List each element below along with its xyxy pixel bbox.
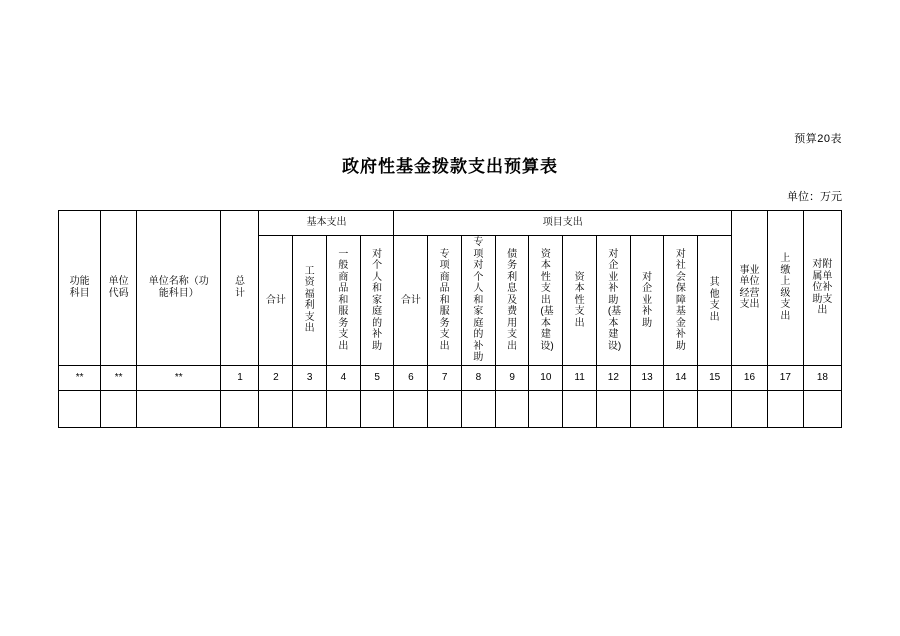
- cell-proj-capital: [563, 390, 597, 427]
- form-code-label: 预算20表: [794, 133, 842, 145]
- page-title: 政府性基金拨款支出预算表: [342, 157, 558, 176]
- cell-proj-capital-basic: [529, 390, 563, 427]
- col-header-to-subordinate: 对附属单位补助支出: [803, 211, 841, 366]
- unit-note-label: 单位：万元: [787, 191, 842, 203]
- col-header-unit-name: 单位名称（功能科目）: [137, 211, 221, 366]
- col-header-unit-code: 单位代码: [101, 211, 137, 366]
- col-header-func-subject: 功能科目: [59, 211, 101, 366]
- cell-basic-salary: [293, 390, 327, 427]
- col-header-proj-other: 其他支出: [698, 236, 732, 366]
- cell-to-subordinate: 18: [803, 365, 841, 390]
- cell-business-unit: [732, 390, 768, 427]
- cell-basic-salary: 3: [293, 365, 327, 390]
- cell-unit-code: [101, 390, 137, 427]
- cell-proj-debt: [495, 390, 529, 427]
- cell-basic-total: [259, 390, 293, 427]
- cell-proj-person: [461, 390, 495, 427]
- cell-basic-goods: [326, 390, 360, 427]
- col-header-proj-capital-basic: 资本性支出(基本建设): [529, 236, 563, 366]
- cell-proj-other: [698, 390, 732, 427]
- cell-total: 1: [221, 365, 259, 390]
- col-header-proj-total: 合计: [394, 236, 428, 366]
- cell-unit-name: **: [137, 365, 221, 390]
- cell-proj-enterprise: [630, 390, 664, 427]
- table-row: [59, 390, 842, 427]
- cell-proj-enterprise: 13: [630, 365, 664, 390]
- cell-proj-capital-basic: 10: [529, 365, 563, 390]
- cell-proj-enterprise-basic: [596, 390, 630, 427]
- budget-table: [58, 210, 842, 428]
- cell-to-subordinate: [803, 390, 841, 427]
- cell-func-subject: **: [59, 365, 101, 390]
- cell-proj-social: [664, 390, 698, 427]
- cell-basic-total: 2: [259, 365, 293, 390]
- cell-proj-capital: 11: [563, 365, 597, 390]
- cell-unit-name: [137, 390, 221, 427]
- col-header-basic-person: 对个人和家庭的补助: [360, 236, 394, 366]
- group-header-basic: 基本支出: [259, 211, 394, 236]
- budget-table-wrapper: [58, 210, 842, 428]
- cell-to-superior: [767, 390, 803, 427]
- cell-business-unit: 16: [732, 365, 768, 390]
- col-header-proj-goods: 专项商品和服务支出: [428, 236, 462, 366]
- cell-proj-total: 6: [394, 365, 428, 390]
- col-header-proj-person: 专项对个人和家庭的补助: [461, 236, 495, 366]
- cell-proj-debt: 9: [495, 365, 529, 390]
- col-header-basic-total: 合计: [259, 236, 293, 366]
- cell-proj-enterprise-basic: 12: [596, 365, 630, 390]
- col-header-basic-goods: 一般商品和服务支出: [326, 236, 360, 366]
- col-header-proj-enterprise: 对企业补助: [630, 236, 664, 366]
- col-header-business-unit: 事业单位经营支出: [732, 211, 768, 366]
- table-row: [59, 365, 842, 390]
- cell-basic-person: 5: [360, 365, 394, 390]
- cell-proj-person: 8: [461, 365, 495, 390]
- cell-proj-goods: [428, 390, 462, 427]
- cell-proj-goods: 7: [428, 365, 462, 390]
- cell-func-subject: [59, 390, 101, 427]
- col-header-proj-social: 对社会保障基金补助: [664, 236, 698, 366]
- col-header-proj-capital: 资本性支出: [563, 236, 597, 366]
- table-group-header-row: [59, 211, 842, 236]
- cell-basic-person: [360, 390, 394, 427]
- cell-proj-total: [394, 390, 428, 427]
- col-header-basic-salary: 工资福利支出: [293, 236, 327, 366]
- col-header-to-superior: 上缴上级支出: [767, 211, 803, 366]
- cell-to-superior: 17: [767, 365, 803, 390]
- col-header-proj-debt: 债务利息及费用支出: [495, 236, 529, 366]
- cell-total: [221, 390, 259, 427]
- cell-proj-other: 15: [698, 365, 732, 390]
- col-header-total: 总 计: [221, 211, 259, 366]
- cell-proj-social: 14: [664, 365, 698, 390]
- group-header-project: 项目支出: [394, 211, 732, 236]
- col-header-proj-enterprise-basic: 对企业补助(基本建设): [596, 236, 630, 366]
- cell-basic-goods: 4: [326, 365, 360, 390]
- cell-unit-code: **: [101, 365, 137, 390]
